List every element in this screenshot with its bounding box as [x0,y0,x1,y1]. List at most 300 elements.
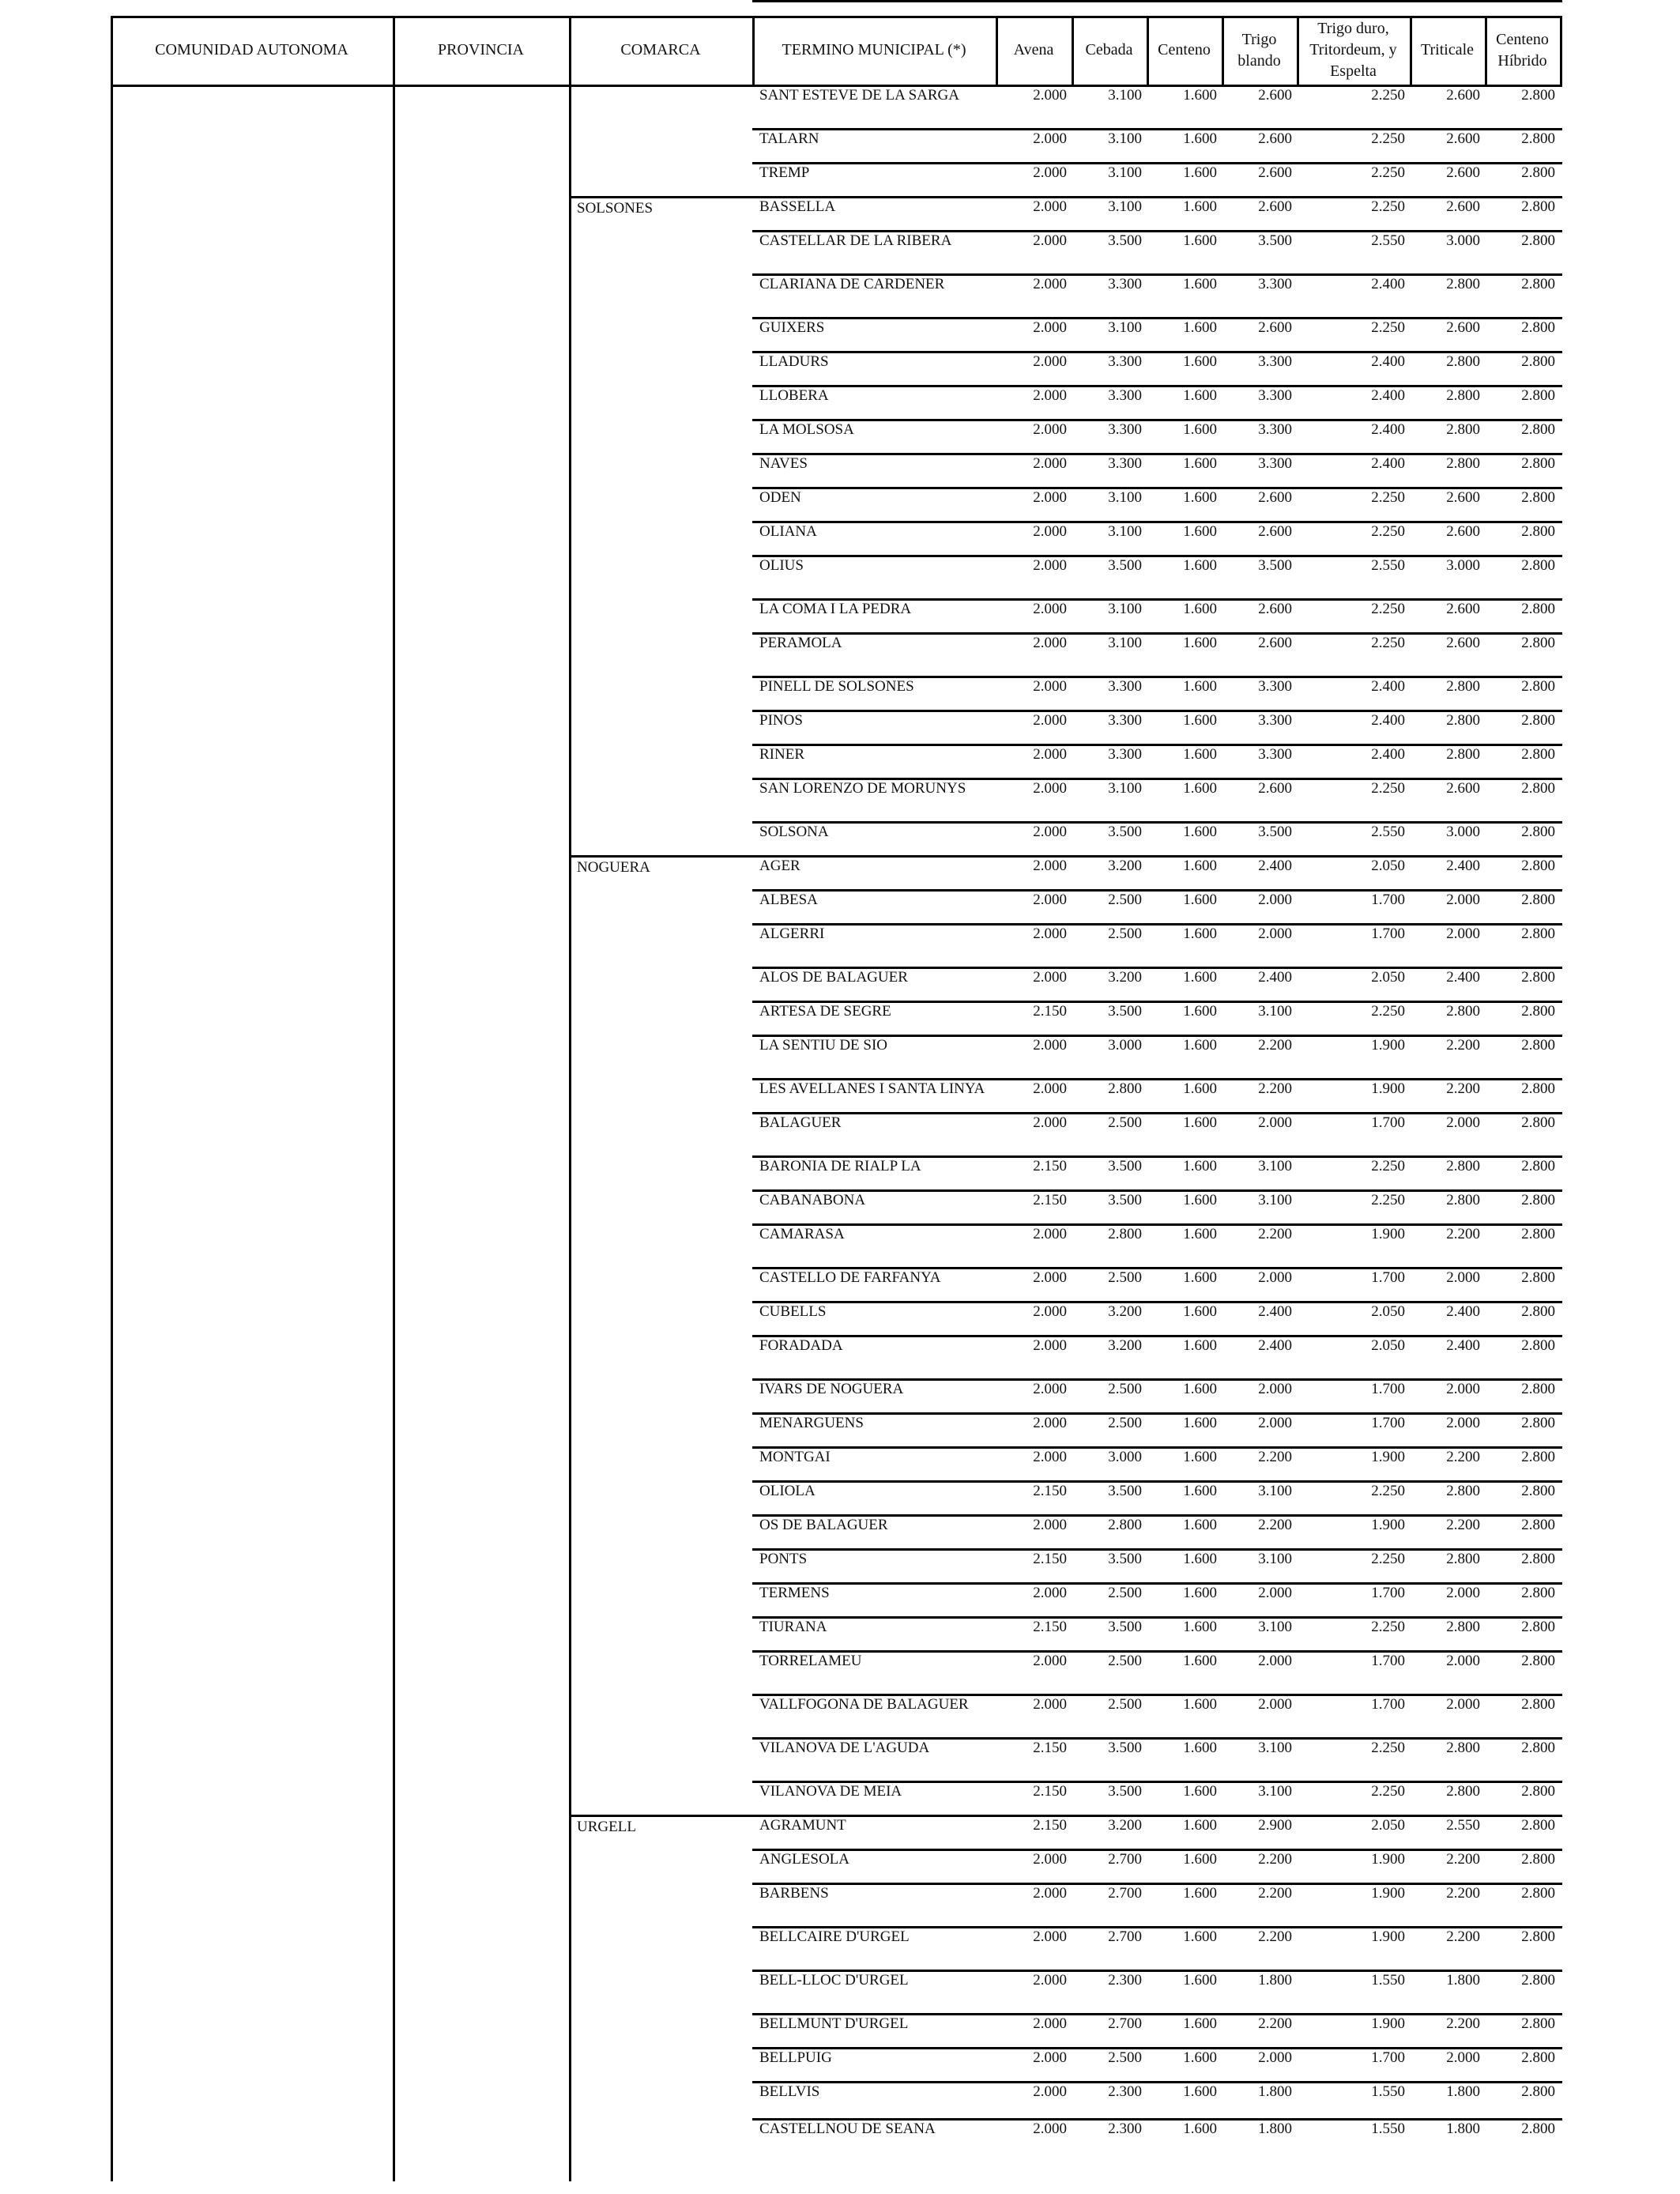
centeno-hibrido-value: 2.800 [1521,387,1555,404]
avena-value: 2.150 [1033,1619,1067,1635]
centeno-hibrido-value: 2.800 [1521,319,1555,336]
cebada-value: 3.300 [1108,387,1142,404]
trigo-duro-value: 2.250 [1371,489,1405,506]
cebada-value: 3.500 [1108,1783,1142,1800]
avena-value: 2.000 [1033,892,1067,908]
termino-cell: VALLFOGONA DE BALAGUER [759,1696,969,1713]
trigo-duro-value: 2.400 [1371,387,1405,404]
cebada-value: 2.500 [1108,1114,1142,1131]
trigo-blando-value: 2.000 [1258,1415,1292,1431]
trigo-blando-value: 3.100 [1258,1003,1292,1020]
cebada-value: 3.100 [1108,635,1142,651]
cebada-value: 3.100 [1108,87,1142,104]
table-rule [752,1616,1562,1619]
centeno-hibrido-value: 2.800 [1521,1653,1555,1669]
avena-value: 2.000 [1033,1037,1067,1054]
centeno-value: 1.600 [1183,1885,1217,1902]
triticale-value: 2.800 [1446,712,1480,729]
trigo-duro-value: 1.700 [1371,2049,1405,2066]
trigo-blando-value: 2.000 [1258,1653,1292,1669]
centeno-value: 1.600 [1183,1269,1217,1286]
trigo-blando-value: 3.300 [1258,276,1292,292]
termino-cell: VILANOVA DE L'AGUDA [759,1740,930,1756]
trigo-duro-value: 2.050 [1371,1817,1405,1834]
table-rule [752,598,1562,601]
avena-value: 2.000 [1033,601,1067,617]
trigo-blando-value: 3.500 [1258,557,1292,574]
cebada-value: 2.800 [1108,1517,1142,1533]
trigo-duro-value: 2.250 [1371,1783,1405,1800]
triticale-value: 1.800 [1446,2120,1480,2137]
centeno-hibrido-value: 2.800 [1521,523,1555,540]
table-rule [752,710,1562,712]
triticale-value: 2.600 [1446,780,1480,797]
triticale-value: 2.200 [1446,1928,1480,1945]
termino-cell: SANT ESTEVE DE LA SARGA [759,87,959,104]
avena-value: 2.000 [1033,164,1067,181]
trigo-duro-value: 2.550 [1371,824,1405,840]
centeno-hibrido-value: 2.800 [1521,892,1555,908]
table-rule [752,821,1562,824]
comarca-cell: URGELL [577,1819,636,1835]
trigo-blando-value: 3.100 [1258,1619,1292,1635]
termino-cell: LLADURS [759,353,829,370]
termino-cell: CAMARASA [759,1226,845,1242]
avena-value: 2.000 [1033,635,1067,651]
trigo-blando-value: 3.500 [1258,232,1292,249]
table-rule [752,1815,1562,1817]
centeno-value: 1.600 [1183,1226,1217,1242]
table-rule [752,2013,1562,2015]
termino-cell: BELLPUIG [759,2049,832,2066]
centeno-value: 1.600 [1183,892,1217,908]
triticale-value: 2.400 [1446,1303,1480,1320]
termino-cell: BELL-LLOC D'URGEL [759,1972,909,1989]
table-rule [752,230,1562,232]
centeno-hibrido-value: 2.800 [1521,455,1555,472]
table-rule [752,1223,1562,1226]
cebada-value: 2.700 [1108,1885,1142,1902]
header-centeno-hibrido: Centeno Híbrido [1496,30,1549,70]
centeno-value: 1.600 [1183,2083,1217,2100]
table-rule [752,855,1562,858]
cebada-value: 2.500 [1108,1415,1142,1431]
triticale-value: 2.400 [1446,969,1480,986]
trigo-blando-value: 2.200 [1258,1226,1292,1242]
trigo-duro-value: 1.700 [1371,1269,1405,1286]
header-avena: Avena [1013,41,1054,58]
centeno-hibrido-value: 2.800 [1521,232,1555,249]
trigo-duro-value: 2.250 [1371,1158,1405,1174]
trigo-blando-value: 2.600 [1258,319,1292,336]
centeno-value: 1.600 [1183,164,1217,181]
table-rule [569,1815,755,1817]
triticale-value: 2.000 [1446,1415,1480,1431]
cebada-value: 3.300 [1108,746,1142,763]
centeno-hibrido-value: 2.800 [1521,746,1555,763]
table-rule [1410,16,1412,86]
avena-value: 2.000 [1033,1449,1067,1465]
trigo-duro-value: 1.900 [1371,2015,1405,2032]
triticale-value: 2.000 [1446,2049,1480,2066]
triticale-value: 2.600 [1446,130,1480,147]
triticale-value: 2.800 [1446,455,1480,472]
trigo-duro-value: 2.250 [1371,198,1405,215]
avena-value: 2.000 [1033,276,1067,292]
centeno-hibrido-value: 2.800 [1521,858,1555,874]
termino-cell: ALGERRI [759,925,825,942]
triticale-value: 2.000 [1446,892,1480,908]
centeno-hibrido-value: 2.800 [1521,2049,1555,2066]
cebada-value: 3.100 [1108,523,1142,540]
avena-value: 2.000 [1033,925,1067,942]
centeno-value: 1.600 [1183,1303,1217,1320]
trigo-duro-value: 2.050 [1371,1303,1405,1320]
centeno-hibrido-value: 2.800 [1521,1972,1555,1989]
centeno-hibrido-value: 2.800 [1521,198,1555,215]
triticale-value: 2.600 [1446,601,1480,617]
table-rule [752,1446,1562,1449]
trigo-blando-value: 2.000 [1258,2049,1292,2066]
centeno-value: 1.600 [1183,1972,1217,1989]
trigo-duro-value: 2.250 [1371,87,1405,104]
centeno-value: 1.600 [1183,969,1217,986]
centeno-value: 1.600 [1183,858,1217,874]
triticale-value: 1.800 [1446,2083,1480,2100]
cebada-value: 3.100 [1108,780,1142,797]
cebada-value: 2.300 [1108,1972,1142,1989]
table-rule [569,196,755,198]
centeno-hibrido-value: 2.800 [1521,1303,1555,1320]
trigo-blando-value: 2.000 [1258,1269,1292,1286]
trigo-blando-value: 2.200 [1258,1885,1292,1902]
avena-value: 2.000 [1033,387,1067,404]
triticale-value: 2.000 [1446,1696,1480,1713]
header-trigo-blando: Trigo blando [1237,30,1281,70]
trigo-duro-value: 1.900 [1371,1449,1405,1465]
trigo-blando-value: 3.100 [1258,1551,1292,1567]
triticale-value: 3.000 [1446,557,1480,574]
cebada-value: 3.100 [1108,130,1142,147]
centeno-hibrido-value: 2.800 [1521,1517,1555,1533]
centeno-value: 1.600 [1183,387,1217,404]
trigo-duro-value: 1.900 [1371,1037,1405,1054]
table-rule [752,453,1562,455]
triticale-value: 2.800 [1446,1158,1480,1174]
avena-value: 2.000 [1033,130,1067,147]
triticale-value: 2.200 [1446,1037,1480,1054]
table-rule [752,1970,1562,1972]
cebada-value: 2.800 [1108,1226,1142,1242]
termino-cell: LA SENTIU DE SIO [759,1037,888,1054]
cebada-value: 2.500 [1108,1585,1142,1601]
table-rule [1222,16,1224,86]
avena-value: 2.000 [1033,353,1067,370]
trigo-blando-value: 3.300 [1258,387,1292,404]
table-rule [752,967,1562,969]
termino-cell: ANGLESOLA [759,1851,849,1868]
termino-cell: ALBESA [759,892,818,908]
trigo-blando-value: 3.100 [1258,1192,1292,1208]
trigo-blando-value: 2.200 [1258,1928,1292,1945]
table-rule [752,2047,1562,2049]
cebada-value: 2.500 [1108,1653,1142,1669]
centeno-value: 1.600 [1183,2120,1217,2137]
cebada-value: 2.300 [1108,2120,1142,2137]
triticale-value: 2.800 [1446,276,1480,292]
centeno-hibrido-value: 2.800 [1521,164,1555,181]
centeno-hibrido-value: 2.800 [1521,557,1555,574]
triticale-value: 2.800 [1446,1003,1480,1020]
trigo-duro-value: 1.700 [1371,1653,1405,1669]
trigo-duro-value: 2.250 [1371,319,1405,336]
centeno-hibrido-value: 2.800 [1521,1037,1555,1054]
cebada-value: 2.800 [1108,1080,1142,1097]
centeno-hibrido-value: 2.800 [1521,1483,1555,1499]
trigo-duro-value: 1.550 [1371,2083,1405,2100]
centeno-hibrido-value: 2.800 [1521,2083,1555,2100]
termino-cell: BARBENS [759,1885,829,1902]
trigo-blando-value: 3.500 [1258,824,1292,840]
trigo-blando-value: 1.800 [1258,2083,1292,2100]
avena-value: 2.000 [1033,1415,1067,1431]
termino-cell: SAN LORENZO DE MORUNYS [759,780,966,797]
triticale-value: 2.600 [1446,489,1480,506]
centeno-value: 1.600 [1183,87,1217,104]
termino-cell: CASTELLNOU DE SEANA [759,2120,936,2137]
avena-value: 2.000 [1033,1303,1067,1320]
trigo-blando-value: 2.000 [1258,1381,1292,1397]
centeno-hibrido-value: 2.800 [1521,1449,1555,1465]
trigo-blando-value: 2.600 [1258,635,1292,651]
avena-value: 2.150 [1033,1551,1067,1567]
termino-cell: BARONIA DE RIALP LA [759,1158,921,1174]
trigo-duro-value: 1.900 [1371,1928,1405,1945]
table-rule [1297,16,1299,86]
termino-cell: CUBELLS [759,1303,827,1320]
table-rule [393,16,395,86]
triticale-value: 1.800 [1446,1972,1480,1989]
cebada-value: 3.500 [1108,1158,1142,1174]
avena-value: 2.000 [1033,2083,1067,2100]
triticale-value: 2.800 [1446,678,1480,695]
trigo-blando-value: 2.000 [1258,925,1292,942]
trigo-blando-value: 3.100 [1258,1740,1292,1756]
centeno-hibrido-value: 2.800 [1521,1158,1555,1174]
avena-value: 2.000 [1033,1653,1067,1669]
trigo-duro-value: 1.700 [1371,1696,1405,1713]
termino-cell: OLIOLA [759,1483,816,1499]
centeno-value: 1.600 [1183,1415,1217,1431]
header-comunidad: COMUNIDAD AUTONOMA [155,41,348,58]
table-rule [752,1781,1562,1783]
cebada-value: 2.500 [1108,2049,1142,2066]
table-rule [752,1694,1562,1696]
triticale-value: 2.000 [1446,1585,1480,1601]
centeno-value: 1.600 [1183,1114,1217,1131]
trigo-blando-value: 2.600 [1258,780,1292,797]
table-rule [1147,16,1149,86]
triticale-value: 2.000 [1446,1653,1480,1669]
centeno-value: 1.600 [1183,2049,1217,2066]
avena-value: 2.000 [1033,1851,1067,1868]
centeno-value: 1.600 [1183,712,1217,729]
trigo-duro-value: 1.700 [1371,892,1405,908]
termino-cell: TREMP [759,164,810,181]
termino-cell: BELLMUNT D'URGEL [759,2015,909,2032]
table-rule [752,128,1562,130]
trigo-duro-value: 2.250 [1371,1551,1405,1567]
triticale-value: 2.200 [1446,1449,1480,1465]
header-centeno: Centeno [1158,41,1211,58]
centeno-hibrido-value: 2.800 [1521,1226,1555,1242]
trigo-blando-value: 2.200 [1258,2015,1292,2032]
avena-value: 2.000 [1033,2049,1067,2066]
trigo-blando-value: 2.200 [1258,1080,1292,1097]
table-rule [752,1155,1562,1158]
centeno-hibrido-value: 2.800 [1521,925,1555,942]
table-rule [752,555,1562,557]
trigo-duro-value: 1.700 [1371,925,1405,942]
avena-value: 2.000 [1033,969,1067,986]
table-rule [752,351,1562,353]
avena-value: 2.000 [1033,557,1067,574]
centeno-hibrido-value: 2.800 [1521,1192,1555,1208]
cebada-value: 2.500 [1108,892,1142,908]
avena-value: 2.000 [1033,455,1067,472]
table-rule [752,744,1562,746]
table-rule [752,317,1562,319]
cebada-value: 2.300 [1108,2083,1142,2100]
termino-cell: OLIANA [759,523,817,540]
termino-cell: LA COMA I LA PEDRA [759,601,912,617]
triticale-value: 2.400 [1446,1337,1480,1354]
cebada-value: 2.700 [1108,1928,1142,1945]
termino-cell: CABANABONA [759,1192,866,1208]
avena-value: 2.000 [1033,678,1067,695]
avena-value: 2.150 [1033,1158,1067,1174]
avena-value: 2.000 [1033,421,1067,438]
table-rule [1485,16,1487,86]
centeno-hibrido-value: 2.800 [1521,353,1555,370]
header-provincia: PROVINCIA [438,41,524,58]
header-triticale: Triticale [1420,41,1475,58]
avena-value: 2.000 [1033,1928,1067,1945]
cebada-value: 3.200 [1108,1817,1142,1834]
trigo-duro-value: 2.250 [1371,1619,1405,1635]
centeno-value: 1.600 [1183,1696,1217,1713]
cebada-value: 3.200 [1108,1303,1142,1320]
trigo-blando-value: 2.900 [1258,1817,1292,1834]
centeno-hibrido-value: 2.800 [1521,1783,1555,1800]
cebada-value: 3.100 [1108,319,1142,336]
table-rule [752,923,1562,925]
cebada-value: 2.700 [1108,2015,1142,2032]
termino-cell: BELLVIS [759,2083,820,2100]
triticale-value: 2.800 [1446,1483,1480,1499]
centeno-value: 1.600 [1183,2015,1217,2032]
termino-cell: BASSELLA [759,198,836,215]
trigo-duro-value: 2.250 [1371,1740,1405,1756]
termino-cell: TALARN [759,130,819,147]
trigo-duro-value: 2.550 [1371,232,1405,249]
termino-cell: PINOS [759,712,803,729]
triticale-value: 2.600 [1446,198,1480,215]
table-rule [752,1514,1562,1517]
table-rule [1072,16,1074,86]
trigo-blando-value: 2.000 [1258,1696,1292,1713]
triticale-value: 2.800 [1446,1192,1480,1208]
centeno-hibrido-value: 2.800 [1521,130,1555,147]
centeno-value: 1.600 [1183,1928,1217,1945]
centeno-hibrido-value: 2.800 [1521,276,1555,292]
centeno-hibrido-value: 2.800 [1521,824,1555,840]
termino-cell: AGER [759,858,800,874]
trigo-blando-value: 3.100 [1258,1483,1292,1499]
cebada-value: 2.500 [1108,1381,1142,1397]
trigo-duro-value: 1.900 [1371,1226,1405,1242]
table-rule [752,1926,1562,1928]
trigo-duro-value: 2.400 [1371,746,1405,763]
triticale-value: 2.000 [1446,1269,1480,1286]
trigo-duro-value: 2.400 [1371,712,1405,729]
table-rule [752,273,1562,276]
trigo-duro-value: 2.400 [1371,276,1405,292]
trigo-blando-value: 3.300 [1258,678,1292,695]
triticale-value: 3.000 [1446,232,1480,249]
table-rule [752,1078,1562,1080]
cebada-value: 3.000 [1108,1449,1142,1465]
centeno-hibrido-value: 2.800 [1521,1080,1555,1097]
termino-cell: MONTGAI [759,1449,831,1465]
table-rule [752,1035,1562,1037]
centeno-value: 1.600 [1183,455,1217,472]
trigo-blando-value: 3.300 [1258,712,1292,729]
centeno-hibrido-value: 2.800 [1521,1817,1555,1834]
trigo-duro-value: 2.250 [1371,130,1405,147]
cebada-value: 3.100 [1108,164,1142,181]
centeno-value: 1.600 [1183,1483,1217,1499]
cebada-value: 2.700 [1108,1851,1142,1868]
table-rule [111,16,113,86]
table-rule [752,521,1562,523]
trigo-duro-value: 1.700 [1371,1114,1405,1131]
table-rule [752,196,1562,198]
trigo-blando-value: 2.600 [1258,489,1292,506]
trigo-blando-value: 3.300 [1258,455,1292,472]
centeno-value: 1.600 [1183,523,1217,540]
centeno-value: 1.600 [1183,1783,1217,1800]
centeno-value: 1.600 [1183,678,1217,695]
avena-value: 2.000 [1033,87,1067,104]
table-rule [752,1189,1562,1192]
cebada-value: 3.300 [1108,421,1142,438]
avena-value: 2.000 [1033,1885,1067,1902]
trigo-blando-value: 3.100 [1258,1158,1292,1174]
triticale-value: 2.200 [1446,1226,1480,1242]
table-rule [752,1267,1562,1269]
triticale-value: 2.400 [1446,858,1480,874]
table-rule [752,1883,1562,1885]
avena-value: 2.000 [1033,1972,1067,1989]
centeno-value: 1.600 [1183,780,1217,797]
cebada-value: 3.500 [1108,232,1142,249]
triticale-value: 2.800 [1446,1551,1480,1567]
centeno-hibrido-value: 2.800 [1521,1381,1555,1397]
trigo-blando-value: 2.400 [1258,1337,1292,1354]
termino-cell: CASTELLO DE FARFANYA [759,1269,941,1286]
centeno-value: 1.600 [1183,276,1217,292]
